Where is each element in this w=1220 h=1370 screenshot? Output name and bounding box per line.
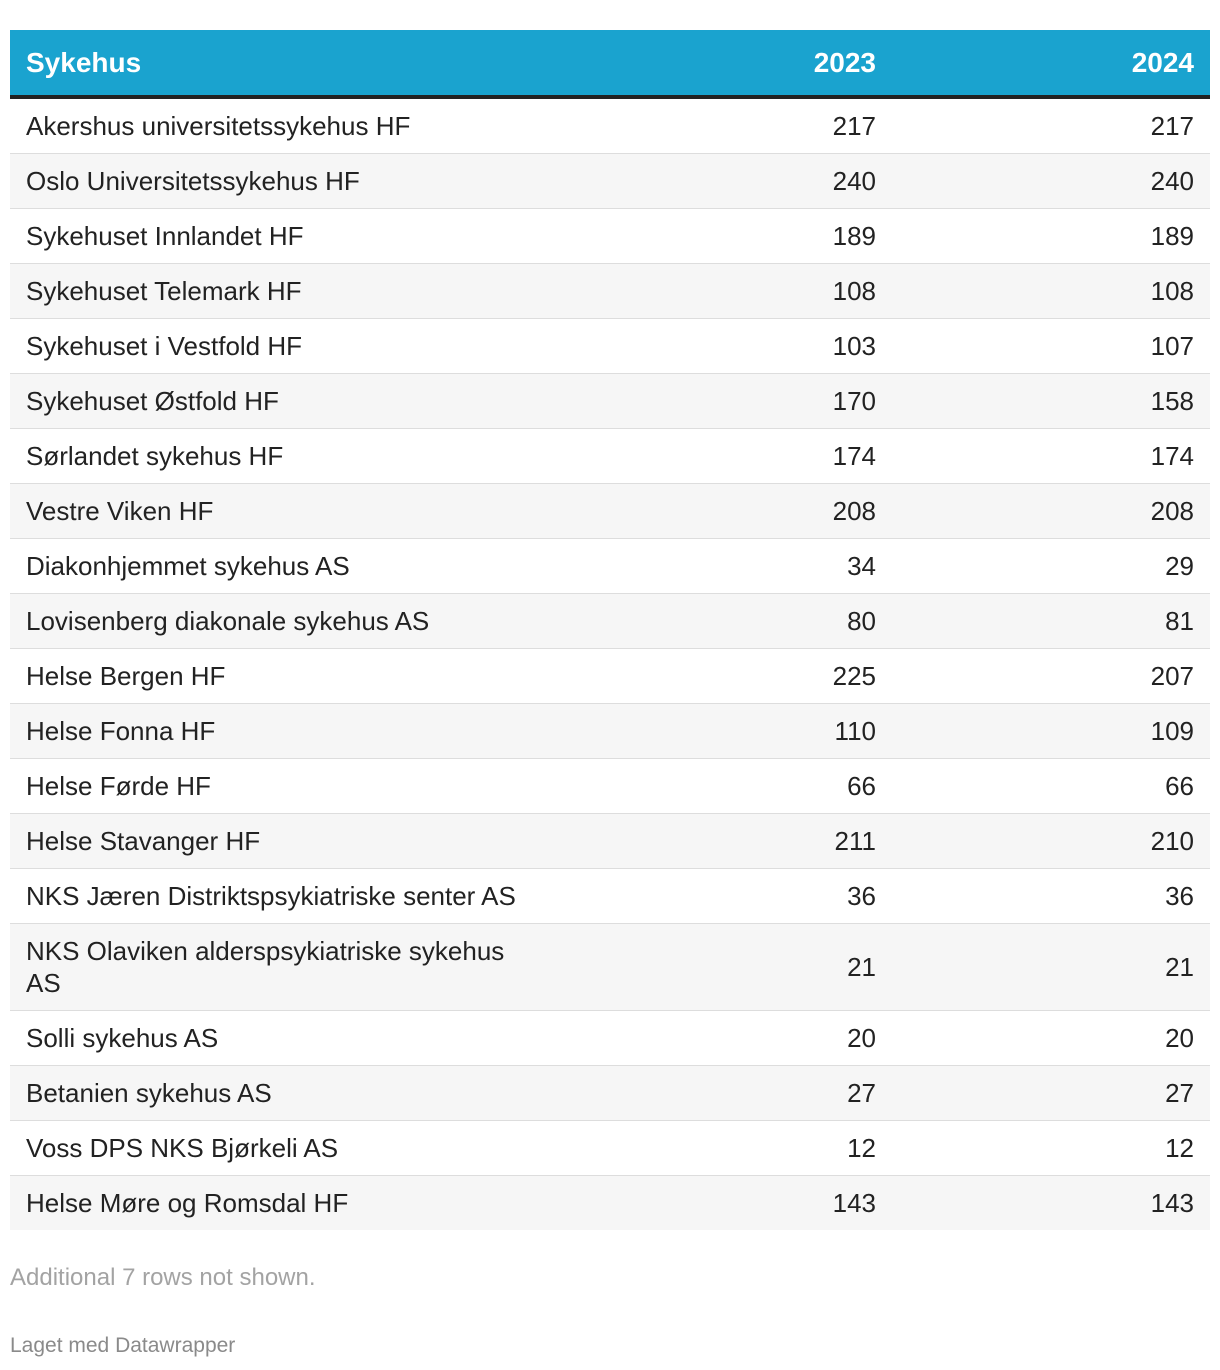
cell-2024: 158	[892, 374, 1210, 429]
table-row	[10, 264, 1210, 319]
table-row	[10, 869, 1210, 924]
table-row	[10, 1176, 1210, 1231]
datawrapper-credit: Laget med Datawrapper	[10, 1334, 236, 1357]
cell-sykehus: Helse Bergen HF	[10, 649, 558, 704]
table-row	[10, 374, 1210, 429]
cell-2023: 208	[558, 484, 892, 539]
table-row	[10, 594, 1210, 649]
cell-2024: 21	[892, 924, 1210, 1011]
table-header	[10, 30, 1210, 97]
cell-2024: 20	[892, 1011, 1210, 1066]
cell-sykehus: Akershus universitetssykehus HF	[10, 97, 558, 154]
cell-2023: 80	[558, 594, 892, 649]
cell-sykehus: Sykehuset Innlandet HF	[10, 209, 558, 264]
cell-2024: 36	[892, 869, 1210, 924]
cell-2023: 110	[558, 704, 892, 759]
cell-2023: 66	[558, 759, 892, 814]
table-row	[10, 759, 1210, 814]
cell-sykehus: Sykehuset Telemark HF	[10, 264, 558, 319]
cell-sykehus: Helse Førde HF	[10, 759, 558, 814]
cell-2024: 189	[892, 209, 1210, 264]
data-table-container	[10, 30, 1210, 1230]
cell-2023: 170	[558, 374, 892, 429]
cell-2024: 12	[892, 1121, 1210, 1176]
table-row	[10, 814, 1210, 869]
cell-2024: 81	[892, 594, 1210, 649]
cell-sykehus: Diakonhjemmet sykehus AS	[10, 539, 558, 594]
cell-2023: 34	[558, 539, 892, 594]
cell-sykehus: Sykehuset Østfold HF	[10, 374, 558, 429]
cell-2023: 20	[558, 1011, 892, 1066]
table-row	[10, 97, 1210, 154]
cell-sykehus: Sørlandet sykehus HF	[10, 429, 558, 484]
cell-2023: 21	[558, 924, 892, 1011]
table-row	[10, 1121, 1210, 1176]
cell-sykehus: Betanien sykehus AS	[10, 1066, 558, 1121]
column-header-2023[interactable]: 2023	[558, 30, 892, 97]
cell-2023: 27	[558, 1066, 892, 1121]
cell-2024: 66	[892, 759, 1210, 814]
table-row	[10, 154, 1210, 209]
cell-2024: 208	[892, 484, 1210, 539]
rows-not-shown-note: Additional 7 rows not shown.	[10, 1264, 316, 1291]
cell-sykehus: NKS Olaviken alderspsykiatriske sykehus AS	[10, 924, 558, 1011]
column-header-sykehus[interactable]: Sykehus	[10, 30, 558, 97]
cell-2023: 189	[558, 209, 892, 264]
cell-2024: 210	[892, 814, 1210, 869]
table-body	[10, 97, 1210, 1230]
cell-sykehus: Helse Stavanger HF	[10, 814, 558, 869]
table-row	[10, 1066, 1210, 1121]
cell-2024: 207	[892, 649, 1210, 704]
cell-2024: 27	[892, 1066, 1210, 1121]
cell-2023: 174	[558, 429, 892, 484]
cell-sykehus: Helse Møre og Romsdal HF	[10, 1176, 558, 1231]
cell-sykehus: Helse Fonna HF	[10, 704, 558, 759]
cell-sykehus: Vestre Viken HF	[10, 484, 558, 539]
cell-2024: 240	[892, 154, 1210, 209]
table-row	[10, 649, 1210, 704]
cell-2023: 108	[558, 264, 892, 319]
table-row	[10, 704, 1210, 759]
cell-2024: 174	[892, 429, 1210, 484]
cell-2024: 143	[892, 1176, 1210, 1231]
table-row	[10, 484, 1210, 539]
cell-2023: 217	[558, 97, 892, 154]
header-row	[10, 30, 1210, 97]
cell-2023: 12	[558, 1121, 892, 1176]
cell-sykehus: Lovisenberg diakonale sykehus AS	[10, 594, 558, 649]
cell-2024: 107	[892, 319, 1210, 374]
data-table	[10, 30, 1210, 1230]
cell-2024: 108	[892, 264, 1210, 319]
cell-sykehus: Sykehuset i Vestfold HF	[10, 319, 558, 374]
cell-sykehus: Solli sykehus AS	[10, 1011, 558, 1066]
cell-2024: 217	[892, 97, 1210, 154]
table-row	[10, 1011, 1210, 1066]
column-header-2024[interactable]: 2024	[892, 30, 1210, 97]
cell-2023: 240	[558, 154, 892, 209]
cell-sykehus: Voss DPS NKS Bjørkeli AS	[10, 1121, 558, 1176]
cell-2023: 103	[558, 319, 892, 374]
cell-2023: 211	[558, 814, 892, 869]
table-row	[10, 319, 1210, 374]
cell-2024: 109	[892, 704, 1210, 759]
cell-sykehus: NKS Jæren Distriktspsykiatriske senter AS	[10, 869, 558, 924]
table-row	[10, 924, 1210, 1011]
cell-sykehus: Oslo Universitetssykehus HF	[10, 154, 558, 209]
cell-2023: 36	[558, 869, 892, 924]
table-row	[10, 539, 1210, 594]
cell-2023: 225	[558, 649, 892, 704]
table-row	[10, 209, 1210, 264]
cell-2023: 143	[558, 1176, 892, 1231]
cell-2024: 29	[892, 539, 1210, 594]
table-row	[10, 429, 1210, 484]
